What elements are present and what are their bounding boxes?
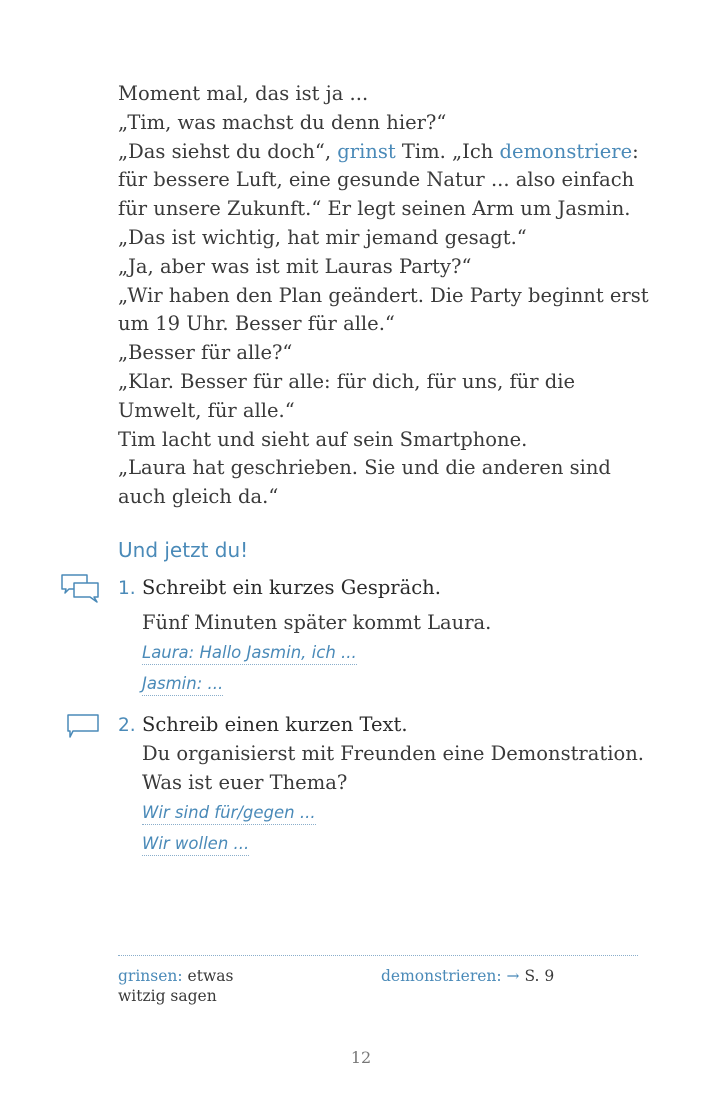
task-number: 1. (118, 578, 136, 599)
story-line: Tim lacht und sieht auf sein Smartphone. (118, 427, 528, 451)
story-text (118, 80, 658, 512)
story-line: „Wir haben den Plan geändert. Die Party beginnt erst um 19 Uhr. Besser für alle.“ (118, 283, 649, 336)
handwritten-example: Wir wollen ... (142, 833, 249, 856)
story-text-part: : für bessere Luft, eine gesunde Natur ... also einfach für unsere Zukunft.“ Er legt seinen Arm um Jasmin. „Das ist wichtig, hat mir jemand gesagt.“ (118, 139, 639, 249)
task-1 (118, 574, 658, 700)
glossary-term: grinsen: (118, 967, 183, 985)
glossary-definition: S. 9 (519, 967, 555, 985)
glossary-divider (118, 955, 638, 956)
task-header (118, 574, 658, 603)
story-line: „Besser für alle?“ (118, 341, 293, 365)
speech-bubble-icon (64, 712, 102, 740)
glossary-term: demonstrieren: → (381, 967, 520, 985)
story-line: „Tim, was machst du denn hier?“ (118, 110, 447, 134)
task-title: Schreib einen kurzen Text. (142, 713, 408, 736)
story-line: „Ja, aber was ist mit Lauras Party?“ (118, 254, 472, 278)
glossary-entry-grinsen (118, 966, 278, 1006)
story-text-part: Tim. „Ich (395, 139, 500, 163)
page-number: 12 (350, 1048, 372, 1067)
task-2 (118, 711, 658, 860)
story-text-part: „Das siehst du doch“, (118, 139, 338, 163)
handwritten-example: Wir sind für/gegen ... (142, 802, 316, 825)
story-line: „Laura hat geschrieben. Sie und die anderen sind auch gleich da.“ (118, 456, 611, 509)
glossary-definition: etwas witzig sagen (118, 967, 234, 1005)
task-header (118, 711, 658, 740)
glossary-entry-demonstrieren (381, 966, 641, 986)
task-instruction: Fünf Minuten später kommt Laura. (142, 611, 492, 634)
story-paragraph (118, 138, 658, 253)
story-line: „Klar. Besser für alle: für dich, für uns, für die Umwelt, für alle.“ (118, 369, 576, 422)
handwritten-example: Jasmin: ... (142, 673, 223, 696)
task-instruction: Du organisierst mit Freunden eine Demonstration. (142, 742, 644, 765)
task-body (142, 609, 658, 700)
glossary-word-grinst: grinst (337, 139, 396, 163)
task-question: Was ist euer Thema? (142, 770, 348, 794)
handwritten-example: Laura: Hallo Jasmin, ich ... (142, 642, 357, 665)
task-number: 2. (118, 715, 136, 736)
glossary-word-demonstriere: demonstriere (499, 139, 633, 163)
dialogue-speech-bubbles-icon (56, 572, 104, 604)
story-line: Moment mal, das ist ja ... (118, 82, 369, 105)
task-title: Schreibt ein kurzes Gespräch. (142, 576, 441, 599)
section-title: Und jetzt du! (118, 538, 249, 562)
task-body (142, 740, 658, 860)
